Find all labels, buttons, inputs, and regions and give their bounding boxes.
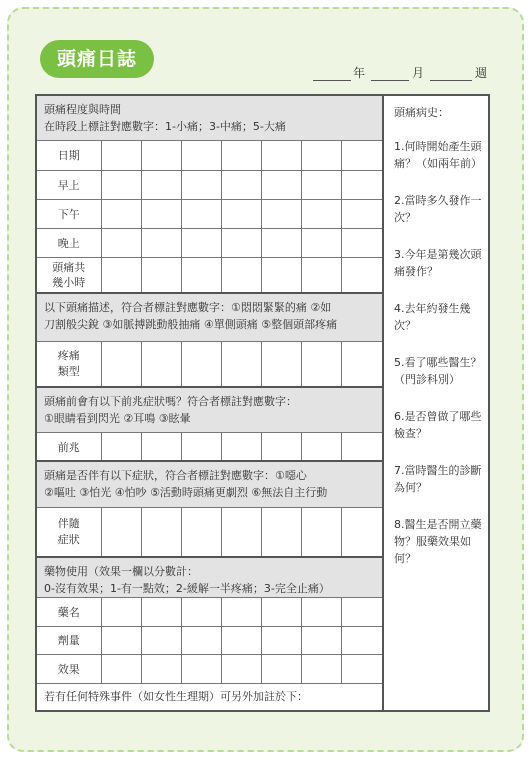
pain-cell[interactable] — [262, 170, 302, 199]
history-title: 頭痛病史： — [394, 106, 449, 119]
pain-type-label: 疼痛類型 — [37, 342, 101, 386]
diary-form — [35, 94, 490, 712]
pain-cell[interactable] — [181, 199, 221, 228]
medicine-cell[interactable] — [101, 626, 141, 654]
pain-cell[interactable] — [181, 228, 221, 257]
pain-cell[interactable] — [342, 228, 382, 257]
pain-cell[interactable] — [101, 257, 141, 292]
aura-header — [37, 388, 382, 433]
month-blank[interactable] — [371, 80, 409, 81]
pain-cell[interactable] — [141, 170, 181, 199]
medicine-cell[interactable] — [302, 654, 342, 683]
pain-cell[interactable] — [221, 257, 261, 292]
medicine-cell[interactable] — [262, 626, 302, 654]
medicine-table — [37, 598, 382, 683]
pain-cell[interactable] — [221, 170, 261, 199]
pain-cell[interactable] — [141, 199, 181, 228]
year-label: 年 — [353, 66, 366, 80]
history-question: 6.是否曾做了哪些檢查？ — [394, 410, 482, 440]
week-label: 週 — [475, 66, 488, 80]
pain-cell[interactable] — [302, 170, 342, 199]
medicine-cell[interactable] — [141, 626, 181, 654]
medicine-section — [37, 558, 382, 684]
symptom-cell[interactable] — [181, 508, 221, 556]
pain-type-cell[interactable] — [181, 342, 221, 386]
medicine-cell[interactable] — [302, 598, 342, 626]
medicine-cell[interactable] — [262, 654, 302, 683]
medicine-cell[interactable] — [141, 654, 181, 683]
pain-row-label: 日期 — [37, 141, 101, 170]
medicine-cell[interactable] — [221, 626, 261, 654]
history-question: 5.看了哪些醫生？（門診科別） — [394, 356, 482, 386]
pain-cell[interactable] — [342, 199, 382, 228]
pain-cell[interactable] — [181, 170, 221, 199]
aura-instruction-2: ①眼睛看到閃光 ②耳鳴 ③眩暈 — [44, 412, 191, 425]
symptom-label: 伴隨症狀 — [37, 508, 101, 556]
medicine-dose-label: 劑量 — [37, 626, 101, 654]
history-question: 4.去年約發生幾次？ — [394, 302, 471, 332]
symptom-table — [37, 508, 382, 556]
medicine-cell[interactable] — [181, 626, 221, 654]
history-question: 2.當時多久發作一次？ — [394, 194, 482, 224]
pain-cell[interactable] — [101, 170, 141, 199]
pain-cell[interactable] — [181, 257, 221, 292]
aura-label: 前兆 — [37, 433, 101, 460]
medicine-cell[interactable] — [221, 598, 261, 626]
history-question: 7.當時醫生的診斷為何？ — [394, 464, 482, 494]
symptom-instruction-2: ②嘔吐 ③怕光 ④怕吵 ⑤活動時頭痛更劇烈 ⑥無法自主行動 — [44, 486, 328, 499]
medicine-instruction-2: 0-沒有效果；1-有一點效；2-緩解一半疼痛；3-完全止痛） — [44, 582, 330, 595]
pain-cell[interactable] — [101, 228, 141, 257]
pain-header-title: 頭痛程度與時間 — [44, 103, 121, 116]
pain-cell[interactable] — [262, 199, 302, 228]
pain-type-cell[interactable] — [101, 342, 141, 386]
symptom-cell[interactable] — [302, 508, 342, 556]
pain-cell[interactable] — [342, 141, 382, 170]
medicine-cell[interactable] — [221, 654, 261, 683]
pain-row-label: 早上 — [37, 170, 101, 199]
pain-cell[interactable] — [302, 199, 342, 228]
pain-cell[interactable] — [221, 228, 261, 257]
pain-type-cell[interactable] — [221, 342, 261, 386]
symptom-header — [37, 462, 382, 508]
month-label: 月 — [412, 66, 425, 80]
pain-cell[interactable] — [181, 141, 221, 170]
history-question: 3.今年是第幾次頭痛發作？ — [394, 248, 482, 278]
pain-cell[interactable] — [302, 257, 342, 292]
medicine-cell[interactable] — [342, 598, 382, 626]
pain-cell[interactable] — [262, 257, 302, 292]
pain-header — [37, 96, 382, 141]
symptom-cell[interactable] — [342, 508, 382, 556]
symptom-instruction-1: 頭痛是否伴有以下症狀，符合者標註對應數字：①噁心 — [44, 469, 307, 482]
medicine-cell[interactable] — [101, 654, 141, 683]
pain-cell[interactable] — [302, 228, 342, 257]
pain-type-instruction-2: 刀割般尖銳 ③如脈搏跳動般抽痛 ④單側頭痛 ⑤整個頭部疼痛 — [44, 318, 338, 331]
aura-cell[interactable] — [262, 433, 302, 460]
pain-row-label: 頭痛共幾小時 — [37, 257, 101, 292]
week-blank[interactable] — [430, 80, 472, 81]
pain-type-header — [37, 294, 382, 342]
pain-type-table — [37, 342, 382, 386]
medicine-cell[interactable] — [101, 598, 141, 626]
pain-type-cell[interactable] — [302, 342, 342, 386]
pain-table — [37, 141, 382, 292]
pain-cell[interactable] — [101, 141, 141, 170]
aura-cell[interactable] — [302, 433, 342, 460]
symptom-cell[interactable] — [141, 508, 181, 556]
pain-cell[interactable] — [141, 257, 181, 292]
symptom-cell[interactable] — [221, 508, 261, 556]
symptom-cell[interactable] — [262, 508, 302, 556]
pain-cell[interactable] — [221, 199, 261, 228]
medicine-cell[interactable] — [342, 654, 382, 683]
pain-row-label: 下午 — [37, 199, 101, 228]
pain-cell[interactable] — [101, 199, 141, 228]
pain-cell[interactable] — [342, 170, 382, 199]
pain-type-cell[interactable] — [141, 342, 181, 386]
pain-cell[interactable] — [262, 141, 302, 170]
symptom-cell[interactable] — [101, 508, 141, 556]
special-events-note: 若有任何特殊事件（如女性生理期）可另外加註於下： — [44, 690, 308, 703]
medicine-cell[interactable] — [302, 626, 342, 654]
medicine-cell[interactable] — [342, 626, 382, 654]
pain-cell[interactable] — [141, 141, 181, 170]
medicine-name-label: 藥名 — [37, 598, 101, 626]
medicine-cell[interactable] — [141, 598, 181, 626]
pain-section — [37, 96, 382, 294]
diary-title: 頭痛日誌 — [40, 40, 154, 78]
pain-type-section — [37, 294, 382, 388]
medicine-cell[interactable] — [262, 598, 302, 626]
history-question: 8.醫生是否開立藥物？服藥效果如何？ — [394, 518, 482, 565]
aura-cell[interactable] — [101, 433, 141, 460]
pain-type-cell[interactable] — [342, 342, 382, 386]
pain-type-cell[interactable] — [262, 342, 302, 386]
pain-type-instruction-1: 以下頭痛描述，符合者標註對應數字：①悶悶緊緊的痛 ②如 — [44, 301, 332, 314]
headache-history — [384, 96, 488, 710]
aura-table — [37, 433, 382, 460]
pain-header-instruction: 在時段上標註對應數字：1-小痛；3-中痛；5-大痛 — [44, 120, 286, 133]
aura-cell[interactable] — [141, 433, 181, 460]
symptom-section — [37, 462, 382, 558]
medicine-effect-label: 效果 — [37, 654, 101, 683]
pain-cell[interactable] — [262, 228, 302, 257]
medicine-header — [37, 558, 382, 598]
pain-cell[interactable] — [141, 228, 181, 257]
aura-section — [37, 388, 382, 462]
medicine-cell[interactable] — [181, 598, 221, 626]
pain-cell[interactable] — [221, 141, 261, 170]
pain-cell[interactable] — [342, 257, 382, 292]
pain-row-label: 晚上 — [37, 228, 101, 257]
history-question: 1.何時開始產生頭痛？（如兩年前） — [394, 140, 482, 170]
medicine-cell[interactable] — [181, 654, 221, 683]
aura-cell[interactable] — [221, 433, 261, 460]
aura-instruction-1: 頭痛前會有以下前兆症狀嗎？符合者標註對應數字： — [44, 395, 297, 408]
medicine-instruction-1: 藥物使用（效果一欄以分數計： — [44, 565, 198, 578]
aura-cell[interactable] — [342, 433, 382, 460]
aura-cell[interactable] — [181, 433, 221, 460]
pain-cell[interactable] — [302, 141, 342, 170]
year-blank[interactable] — [313, 80, 351, 81]
